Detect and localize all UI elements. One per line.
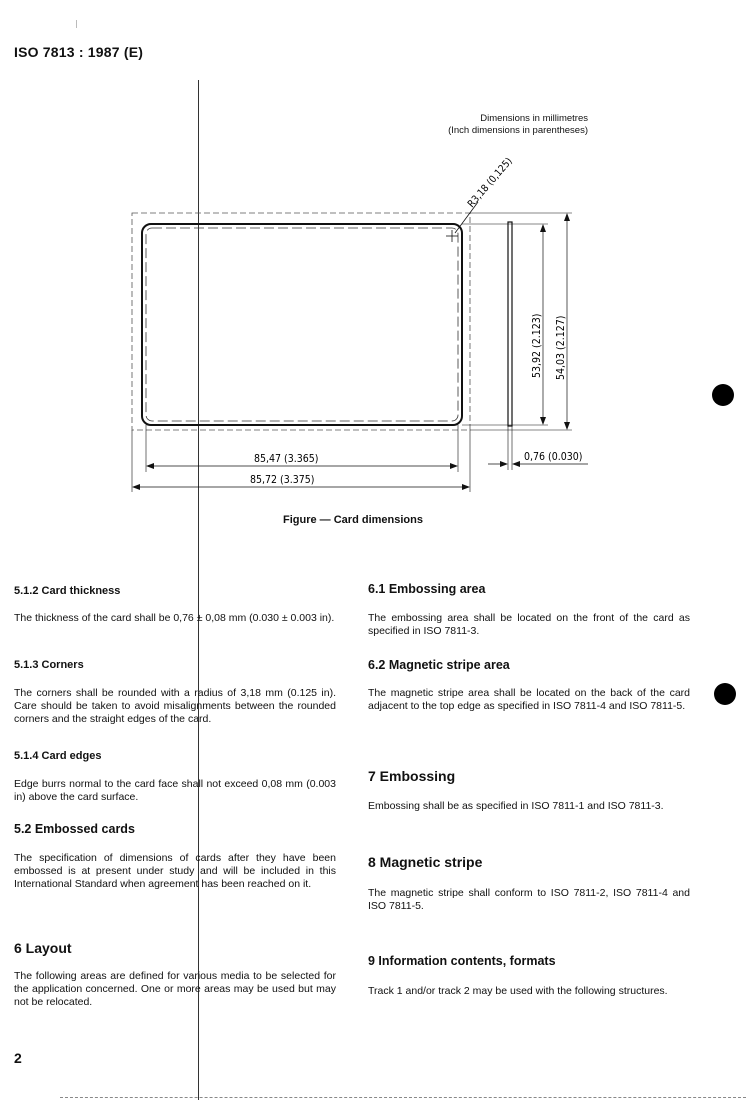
section-5-1-4-text: Edge burrs normal to the card face shall not exceed 0,08 mm (0.003 in) above the card surface.: [14, 778, 336, 803]
section-8-text: The magnetic stripe shall conform to ISO 7811-2, ISO 7811-4 and ISO 7811-5.: [368, 887, 690, 912]
figure-caption: Figure — Card dimensions: [283, 514, 423, 526]
section-5-1-2-text: The thickness of the card shall be 0,76 ± 0,08 mm (0.030 ± 0.003 in).: [14, 612, 335, 624]
card-dimensions-figure: [0, 140, 746, 510]
section-5-1-4-title: 5.1.4 Card edges: [14, 750, 102, 762]
card-side-view: [508, 222, 512, 426]
section-9-title: 9 Information contents, formats: [368, 954, 556, 968]
section-5-1-2-title: 5.1.2 Card thickness: [14, 585, 121, 597]
section-6-2-text: The magnetic stripe area shall be located on the back of the card adjacent to the top edge as specified in ISO 7811-4 and ISO 7811-5.: [368, 687, 690, 712]
dimension-note-line-2: (Inch dimensions in parentheses): [448, 125, 588, 136]
section-6-1-title: 6.1 Embossing area: [368, 582, 486, 596]
section-6-title: 6 Layout: [14, 940, 72, 956]
card-inner-dashed-edge: [146, 228, 458, 421]
inner-width-label: 85,47 (3.365): [254, 453, 319, 465]
section-7-title: 7 Embossing: [368, 768, 456, 784]
dimension-note-line-1: Dimensions in millimetres: [480, 113, 588, 124]
radius-label: R3,18 (0,125): [465, 156, 515, 210]
card-outline-minimum: [142, 224, 462, 425]
outer-height-label: 54,03 (2.127): [555, 315, 567, 380]
section-6-1-text: The embossing area shall be located on the front of the card as specified in ISO 7811-3.: [368, 612, 690, 637]
section-8-title: 8 Magnetic stripe: [368, 854, 483, 870]
inner-height-label: 53,92 (2.123): [531, 313, 543, 378]
scan-speck: [76, 20, 77, 28]
section-5-2-title: 5.2 Embossed cards: [14, 822, 135, 836]
card-outline-maximum: [132, 213, 470, 430]
dimension-note: [448, 113, 588, 137]
section-6-text: The following areas are defined for various media to be selected for the application concerned. One or more areas may be used but may not be relocated.: [14, 970, 336, 1008]
scan-edge: [60, 1097, 746, 1098]
outer-width-label: 85,72 (3.375): [250, 474, 315, 486]
section-5-2-text: The specification of dimensions of cards after they have been embossed is at present under study and will be included in this International Standard when agreement has been reached on it.: [14, 852, 336, 890]
section-5-1-3-text: The corners shall be rounded with a radius of 3,18 mm (0.125 in). Care should be taken to avoid misalignments between the rounded corners and the straight edges of the card.: [14, 687, 336, 725]
document-header: ISO 7813 : 1987 (E): [14, 44, 144, 60]
binder-hole: [714, 683, 736, 705]
section-7-text: Embossing shall be as specified in ISO 7811-1 and ISO 7811-3.: [368, 800, 664, 812]
section-5-1-3-title: 5.1.3 Corners: [14, 659, 84, 671]
section-6-2-title: 6.2 Magnetic stripe area: [368, 658, 510, 672]
thickness-label: 0,76 (0.030): [524, 451, 583, 463]
page-number: 2: [14, 1050, 22, 1066]
section-9-text: Track 1 and/or track 2 may be used with the following structures.: [368, 985, 668, 997]
